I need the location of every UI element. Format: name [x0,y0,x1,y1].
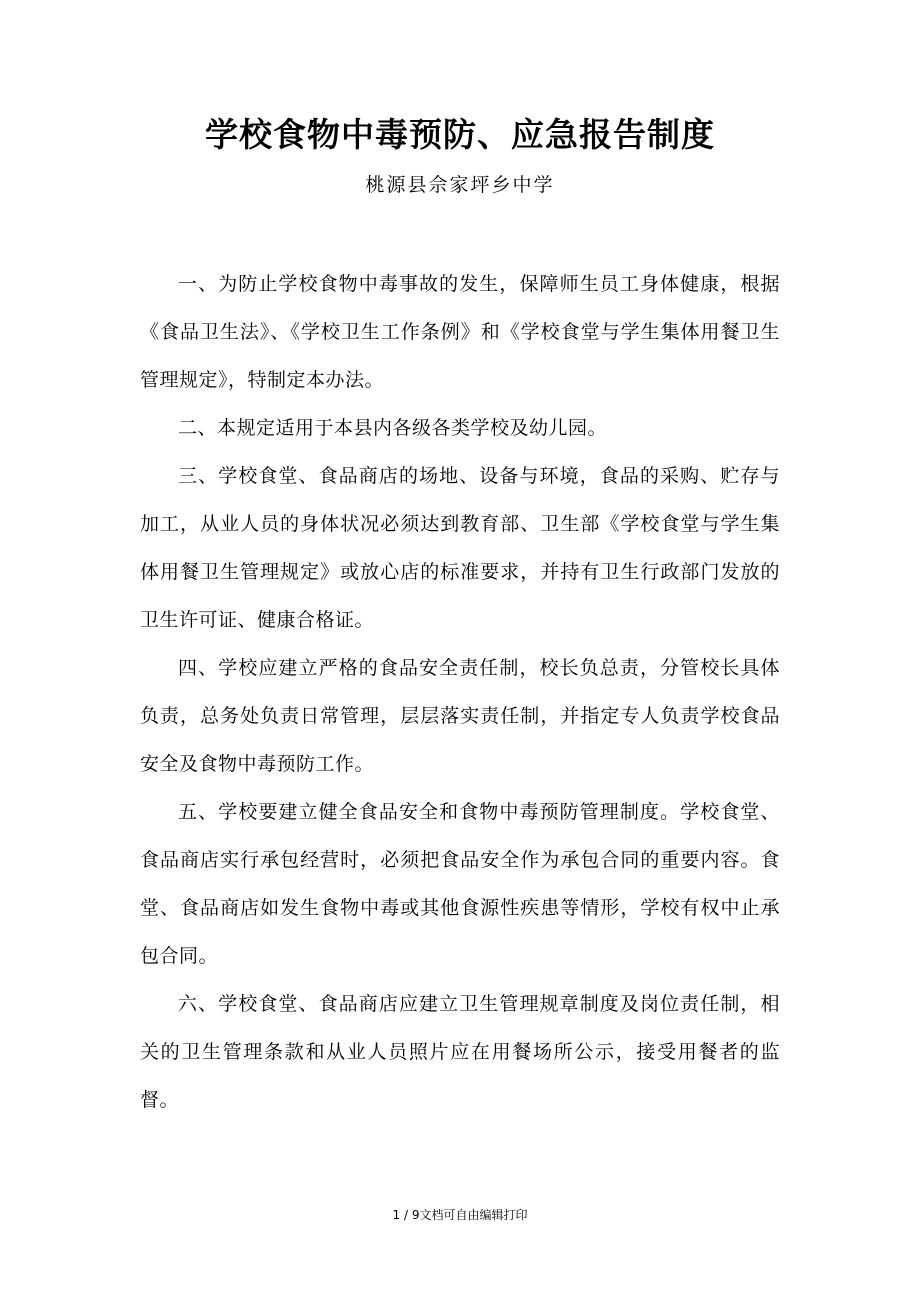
document-body [140,260,780,1124]
paragraph-5: 五、学校要建立健全食品安全和食物中毒预防管理制度。学校食堂、食品商店实行承包经营时，必须把食品安全作为承包合同的重要内容。食堂、食品商店如发生食物中毒或其他食源性疾患等情形，学校有权中止承包合同。 [140,801,780,967]
document-title: 学校食物中毒预防、应急报告制度 [205,115,715,154]
paragraph-4: 四、学校应建立严格的食品安全责任制，校长负总责，分管校长具体负责，总务处负责日常管理，层层落实责任制，并指定专人负责学校食品安全及食物中毒预防工作。 [140,657,780,775]
paragraph-1: 一、为防止学校食物中毒事故的发生，保障师生员工身体健康，根据《食品卫生法》、《学校卫生工作条例》和《学校食堂与学生集体用餐卫生管理规定》，特制定本办法。 [140,273,780,391]
paragraph-2: 二、本规定适用于本县内各级各类学校及幼儿园。 [178,417,608,439]
page-footer: 1 / 9文档可自由编辑打印 [392,1208,528,1222]
document-subtitle: 桃源县佘家坪乡中学 [365,174,555,196]
paragraph-3: 三、学校食堂、食品商店的场地、设备与环境，食品的采购、贮存与加工，从业人员的身体状况必须达到教育部、卫生部《学校食堂与学生集体用餐卫生管理规定》或放心店的标准要求，并持有卫生行政部门发放的卫生许可证、健康合格证。 [140,465,780,631]
paragraph-6: 六、学校食堂、食品商店应建立卫生管理规章制度及岗位责任制，相关的卫生管理条款和从业人员照片应在用餐场所公示，接受用餐者的监督。 [140,993,780,1111]
